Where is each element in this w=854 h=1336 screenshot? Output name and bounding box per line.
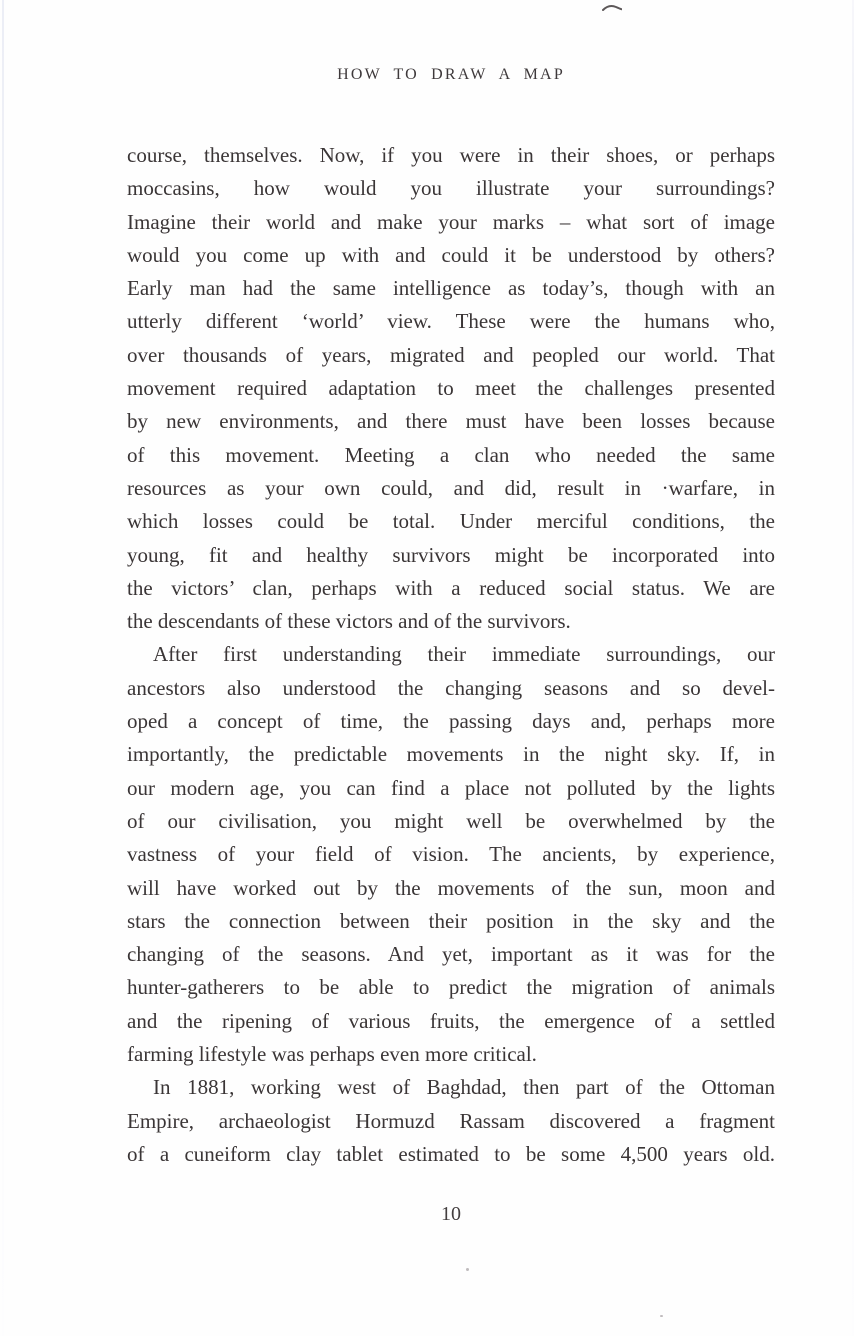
text-line: of our civilisation, you might well be overwhelmed by the bbox=[127, 808, 775, 833]
text-line: In 1881, working west of Baghdad, then part of the Ottoman bbox=[153, 1075, 775, 1100]
scan-speck bbox=[660, 1315, 663, 1317]
text-line: farming lifestyle was perhaps even more critical. bbox=[127, 1042, 537, 1067]
text-line: our modern age, you can find a place not polluted by the lights bbox=[127, 775, 775, 800]
text-line: oped a concept of time, the passing days and, perhaps more bbox=[127, 709, 775, 734]
text-line: utterly different ‘world’ view. These were the humans who, bbox=[127, 309, 775, 334]
text-line: of a cuneiform clay tablet estimated to be some 4,500 years old. bbox=[127, 1141, 775, 1166]
text-line: will have worked out by the movements of the sun, moon and bbox=[127, 875, 775, 900]
text-line: hunter-gatherers to be able to predict the migration of animals bbox=[127, 975, 775, 1000]
text-line: changing of the seasons. And yet, important as it was for the bbox=[127, 942, 775, 967]
body-text bbox=[127, 139, 775, 1171]
text-line: which losses could be total. Under merciful conditions, the bbox=[127, 509, 775, 534]
text-line: course, themselves. Now, if you were in their shoes, or perhaps bbox=[127, 143, 775, 167]
text-line: Early man had the same intelligence as today’s, though with an bbox=[127, 276, 775, 301]
text-line: the descendants of these victors and of the survivors. bbox=[127, 609, 571, 634]
text-line: resources as your own could, and did, result in ·warfare, in bbox=[127, 475, 775, 500]
running-header: HOW TO DRAW A MAP bbox=[337, 66, 565, 83]
text-line: of this movement. Meeting a clan who needed the same bbox=[127, 442, 775, 467]
text-line: importantly, the predictable movements in the night sky. If, in bbox=[127, 742, 775, 767]
text-line: moccasins, how would you illustrate your surroundings? bbox=[127, 176, 775, 201]
text-line: young, fit and healthy survivors might be incorporated into bbox=[127, 542, 775, 567]
text-line: would you come up with and could it be understood by others? bbox=[127, 242, 775, 267]
text-line: over thousands of years, migrated and peopled our world. That bbox=[127, 342, 775, 367]
text-line: Imagine their world and make your marks – what sort of image bbox=[127, 209, 775, 234]
page-number: 10 bbox=[441, 1203, 461, 1225]
text-line: and the ripening of various fruits, the emergence of a settled bbox=[127, 1008, 775, 1033]
scan-speck bbox=[466, 1268, 469, 1271]
text-line: After first understanding their immediate surroundings, our bbox=[153, 642, 775, 667]
text-line: the victors’ clan, perhaps with a reduced social status. We are bbox=[127, 575, 775, 600]
text-line: movement required adaptation to meet the challenges presented bbox=[127, 376, 775, 401]
text-line: vastness of your field of vision. The ancients, by experience, bbox=[127, 842, 775, 867]
text-line: stars the connection between their position in the sky and the bbox=[127, 908, 775, 933]
text-line: by new environments, and there must have been losses because bbox=[127, 409, 775, 434]
page-edge-left bbox=[2, 0, 4, 1336]
text-line: ancestors also understood the changing seasons and so devel- bbox=[127, 675, 775, 700]
text-line: Empire, archaeologist Hormuzd Rassam discovered a fragment bbox=[127, 1108, 775, 1133]
scan-artifact-icon bbox=[602, 0, 622, 9]
